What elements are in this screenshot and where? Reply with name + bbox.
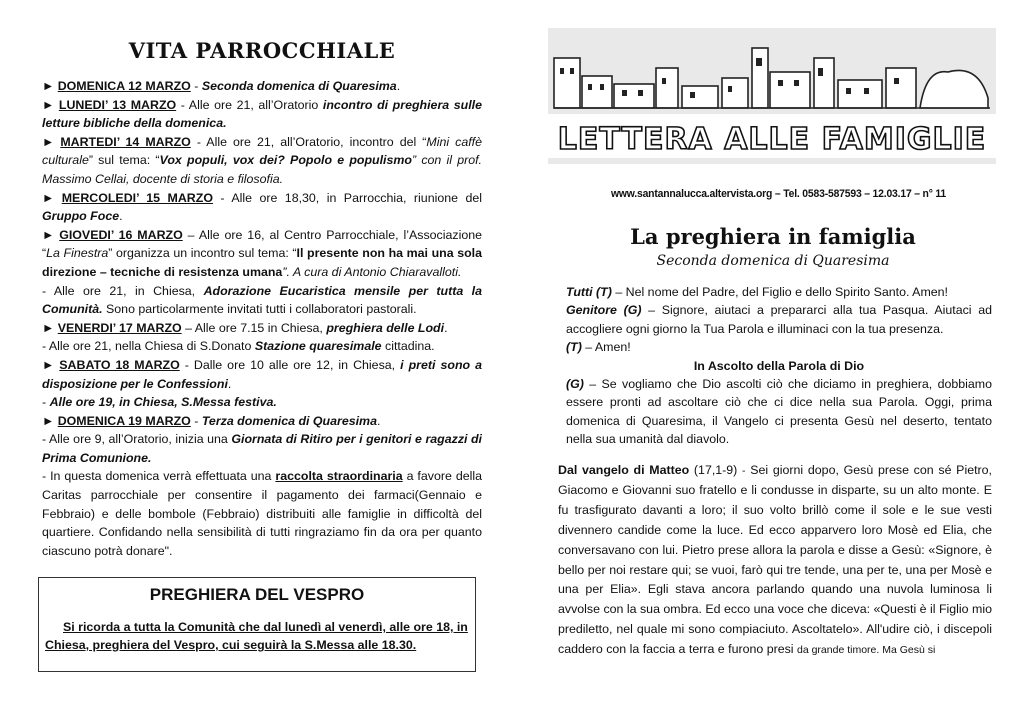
site-contact-line: www.santannalucca.altervista.org – Tel. 0583-587593 – 12.03.17 – n° 11 — [610, 188, 946, 200]
list-item: - Alle ore 21, in Chiesa, Adorazione Eucaristica mensile per tutta la Comunità. Sono particolarmente invitati tutti i collaboratori pastorali. — [42, 283, 482, 317]
left-column — [42, 38, 482, 560]
list-item: - In questa domenica verrà effettuata una raccolta straordinaria a favore della Caritas parrocchiale per consentire il pagamento dei farmaci(Gennaio e Febbraio) e delle bombole (Febbraio) distribuiti alle famiglie in difficoltà del quartiere. Confidando nella sensibilità di tutti ringraziamo fin da ora per quanto ciascuno potrà donare". — [42, 469, 483, 558]
section-title-preghiera: La preghiera in famiglia — [630, 224, 916, 249]
vespro-box — [38, 577, 476, 672]
list-item: ► VENERDI’ 17 MARZO – Alle ore 7.15 in Chiesa, preghiera delle Lodi. — [42, 319, 482, 338]
list-item: ► MERCOLEDI’ 15 MARZO - Alle ore 18,30, in Parrocchia, riunione del Gruppo Foce. — [42, 190, 483, 224]
arrow-icon: ► — [42, 134, 55, 149]
ascolto-heading: In Ascolto della Parola di Dio — [693, 358, 865, 373]
arrow-icon: ► — [42, 357, 55, 372]
list-item: ► GIOVEDI’ 16 MARZO – Alle ore 16, al Centro Parrocchiale, l’Associazione “La Finestra” organizza un incontro sul tema: “Il presente non ha mai una sola direzione – tecniche di resistenza umana”. A cura di Antonio Chiaravalloti. — [42, 227, 483, 279]
prayer-line: Tutti (T) – Nel nome del Padre, del Figlio e dello Spirito Santo. Amen! — [566, 285, 948, 299]
announcements-list — [42, 77, 482, 560]
prayer-line: (G) – Se vogliamo che Dio ascolti ciò che diciamo in preghiera, dobbiamo essere pronti ad ascoltare ciò che ci dice nella sua Parola. Oggi, prima domenica di Quaresima, il Vangelo ci presenta Gesù nel deserto, tentato nella sua umanità dal diavolo. — [566, 377, 992, 447]
list-item: ► SABATO 18 MARZO - Dalle ore 10 alle ore 12, in Chiesa, i preti sono a disposizione per le Confessioni. — [42, 357, 483, 391]
arrow-icon: ► — [42, 413, 55, 428]
prayer-line: Genitore (G) – Signore, aiutaci a prepararci alla tua Pasqua. Aiutaci ad accogliere ogni giorno la Tua Parola e illuminaci con la tua presenza. — [566, 303, 992, 336]
arrow-icon: ► — [42, 227, 55, 242]
right-column — [548, 28, 998, 661]
banner-title: LETTERA ALLE FAMIGLIE — [557, 122, 987, 157]
prayer-line: (T) – Amen! — [566, 340, 631, 355]
gospel-passage: Dal vangelo di Matteo (17,1-9) - Sei giorni dopo, Gesù prese con sé Pietro, Giacomo e Giovanni suo fratello e li condusse in disparte, su un alto monte. E fu trasfigurato davanti a loro; il suo volto brillò come il sole e le sue vesti divennero candide come la luce. Ed ecco apparvero loro Mosè ed Elia, che conversavano con lui. Pietro prese allora la parola e disse a Gesù: «Signore, è bello per noi restare qui; se vuoi, farò qui tre tende, una per te, una per Mosè e una per Elia». Egli stava ancora parlando quando una nuvola luminosa li avvolse con la sua ombra. Ed ecco una voce che diceva: «Questi è il Figlio mio prediletto, nel quale mi sono compiaciuto. Ascoltatelo». All'udire ciò, i discepoli caddero con la faccia a terra e furono presi da grande timore. Ma Gesù si — [558, 462, 992, 656]
list-item: - Alle ore 21, nella Chiesa di S.Donato Stazione quaresimale cittadina. — [42, 339, 435, 354]
arrow-icon: ► — [42, 79, 55, 93]
list-item: ► LUNEDI’ 13 MARZO - Alle ore 21, all’Oratorio incontro di preghiera sulle letture bibliche della domenica. — [42, 97, 482, 131]
vespro-title: PREGHIERA DEL VESPRO — [149, 585, 365, 604]
section-subtitle: Seconda domenica di Quaresima — [656, 253, 890, 269]
family-prayer — [566, 283, 992, 449]
list-item: ► MARTEDI’ 14 MARZO - Alle ore 21, all’Oratorio, incontro del “Mini caffè culturale” sul tema: “Vox populi, vox dei? Popolo e populismo” con il prof. Massimo Cellai, docente di storia e filosofia. — [42, 134, 483, 186]
arrow-icon: ► — [42, 97, 55, 112]
vespro-text: Si ricorda a tutta la Comunità che dal lunedì al venerdì, alle ore 18, in Chiesa, preghiera del Vespro, cui seguirà la S.Messa alle 18.30. — [45, 620, 468, 652]
list-item: - Alle ore 19, in Chiesa, S.Messa festiva. — [42, 395, 277, 410]
list-item: - Alle ore 9, all’Oratorio, inizia una Giornata di Ritiro per i genitori e ragazzi di Prima Comunione. — [42, 432, 483, 465]
list-item: ► DOMENICA 12 MARZO - Seconda domenica di Quaresima. — [42, 77, 482, 96]
newsletter-banner — [548, 28, 996, 164]
section-title-vita-parrocchiale: VITA PARROCCHIALE — [128, 38, 396, 63]
arrow-icon: ► — [42, 320, 55, 335]
list-item: ► DOMENICA 19 MARZO - Terza domenica di Quaresima. — [42, 412, 482, 431]
arrow-icon: ► — [42, 190, 55, 205]
